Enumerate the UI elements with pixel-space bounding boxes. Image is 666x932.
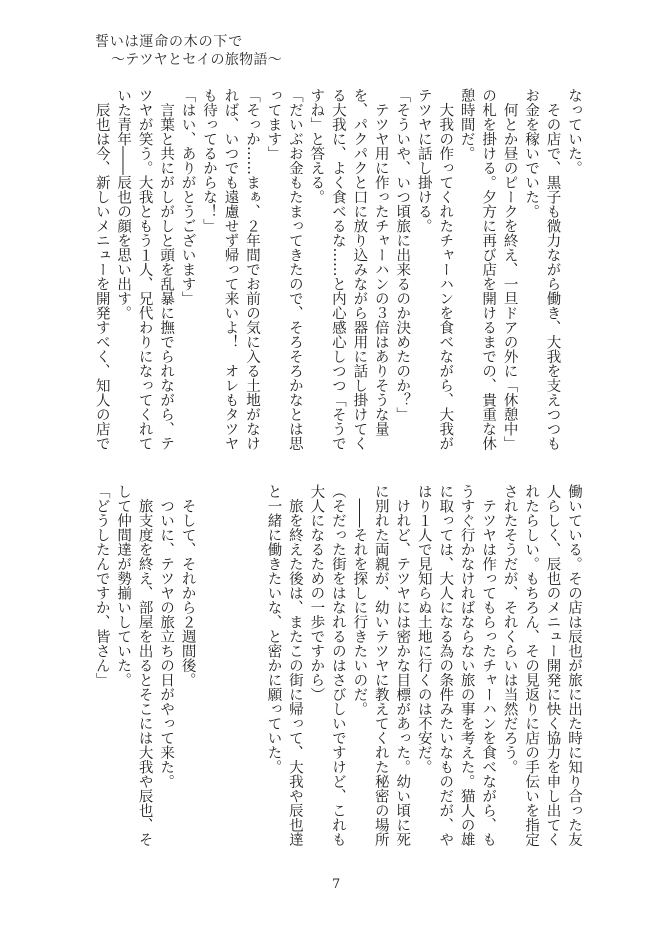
text-column: ってます」 — [265, 88, 282, 161]
scene-break-blank-column — [219, 484, 240, 852]
text-column: れば、いつでも遠慮せず帰って来いよ！ オレもタツヤ — [222, 88, 239, 451]
text-column: 大人になるための一歩ですから） — [308, 484, 325, 702]
text-column: そして、それから２週間後。 — [179, 484, 196, 687]
text-column: を、パクパクと口に放り込みながら器用に話し掛けてく — [351, 88, 368, 451]
text-column: テツヤ用に作ったチャーハンの３倍はありそうな量 — [372, 88, 389, 436]
text-block-lower — [90, 484, 584, 852]
text-column: 憩時間だ。 — [458, 88, 475, 161]
scene-break-blank-column — [198, 484, 219, 852]
text-column: 「だいぶお金もたまってきたので、そろそろかなとは思 — [286, 88, 303, 451]
text-column: はり１人で見知らぬ土地に行くのは不安だ。 — [415, 484, 432, 774]
text-column: 旅を終えた後は、またこの街に帰って、大我や辰也達 — [286, 484, 303, 847]
text-column: ツヤが笑う。大我ともう１人、兄代わりになってくれて — [136, 88, 153, 451]
text-column: と一緒に働きたいな、と密かに願っていた。 — [265, 484, 282, 774]
text-column: お金を稼いでいた。 — [523, 88, 540, 219]
text-block-upper — [90, 88, 584, 456]
text-column: ついに、テツヤの旅立ちの日がやって来た。 — [158, 484, 175, 789]
text-column: に取っては、大人になる為の条件みたいなものだが、や — [437, 484, 454, 847]
text-column: 人らしく、辰也のメニュー開発に快く協力を申し出てく — [544, 484, 561, 847]
text-column: 言葉と共にがしがしと頭を乱暴に撫でられながら、テ — [158, 88, 175, 451]
text-column: に別れた両親が、幼いテツヤに教えてくれた秘密の場所 — [372, 484, 389, 847]
text-column: テツヤに話し掛ける。 — [415, 88, 432, 233]
text-column: 大我の作ってくれたチャーハンを食べながら、大我が — [437, 88, 454, 451]
text-column: 働いている。その店は辰也が旅に出た時に知り合った友 — [566, 484, 582, 847]
text-column: して仲間達が勢揃いしていた。 — [115, 484, 132, 687]
text-column: うすぐ行かなければならない旅の事を考えた。猫人の雄 — [458, 484, 475, 847]
text-column: 「どうしたんですか、皆さん」 — [93, 484, 110, 687]
page-number: 7 — [332, 877, 341, 892]
text-column: 何とか昼のピークを終え、一旦ドアの外に「休憩中」 — [501, 88, 518, 451]
text-column: その店で、黒子も微力ながら働き、大我を支えつつも — [544, 88, 561, 451]
text-column: 「そういや、いつ頃旅に出来るのか決めたのか？」 — [394, 88, 411, 422]
text-column: ――それを探しに行きたいのだ。 — [351, 484, 368, 716]
story-subtitle: ～テツヤとセイの旅物語～ — [111, 52, 283, 68]
story-title: 誓いは運命の木の下で — [95, 34, 243, 50]
text-column: れたらしい。もちろん、その見返りに店の手伝いを指定 — [523, 484, 540, 847]
text-column: されたそうだが、それくらいは当然だろう。 — [501, 484, 518, 774]
text-column: テツヤは作ってもらったチャーハンを食べながら、も — [480, 484, 497, 847]
text-column: なっていた。 — [566, 88, 582, 175]
text-column: る大我に、よく食べるな……と内心感心しつつ「そうで — [329, 88, 346, 451]
text-column: （そだった街をはなれるのはさびしいですけど、これも — [329, 484, 346, 847]
text-column: 旅支度を終え、部屋を出るとそこには大我や辰也、そ — [136, 484, 153, 847]
text-column: も待ってるからな！」 — [201, 88, 218, 233]
text-column: すね」と答える。 — [308, 88, 325, 204]
text-column: の札を掛ける。夕方に再び店を開けるまでの、貴重な休 — [480, 88, 497, 451]
text-column: 「そっか……まぁ、２年間でお前の気に入る土地がなけ — [243, 88, 260, 451]
text-column: 「はい、ありがとうございます」 — [179, 88, 196, 306]
scene-break-blank-column — [241, 484, 262, 852]
text-column: けれど、テツヤには密かな目標があった。幼い頃に死 — [394, 484, 411, 847]
text-column: いた青年――辰也の顔を思い出す。 — [115, 88, 132, 320]
text-column: 辰也は今、新しいメニューを開発すべく、知人の店で — [93, 88, 110, 451]
